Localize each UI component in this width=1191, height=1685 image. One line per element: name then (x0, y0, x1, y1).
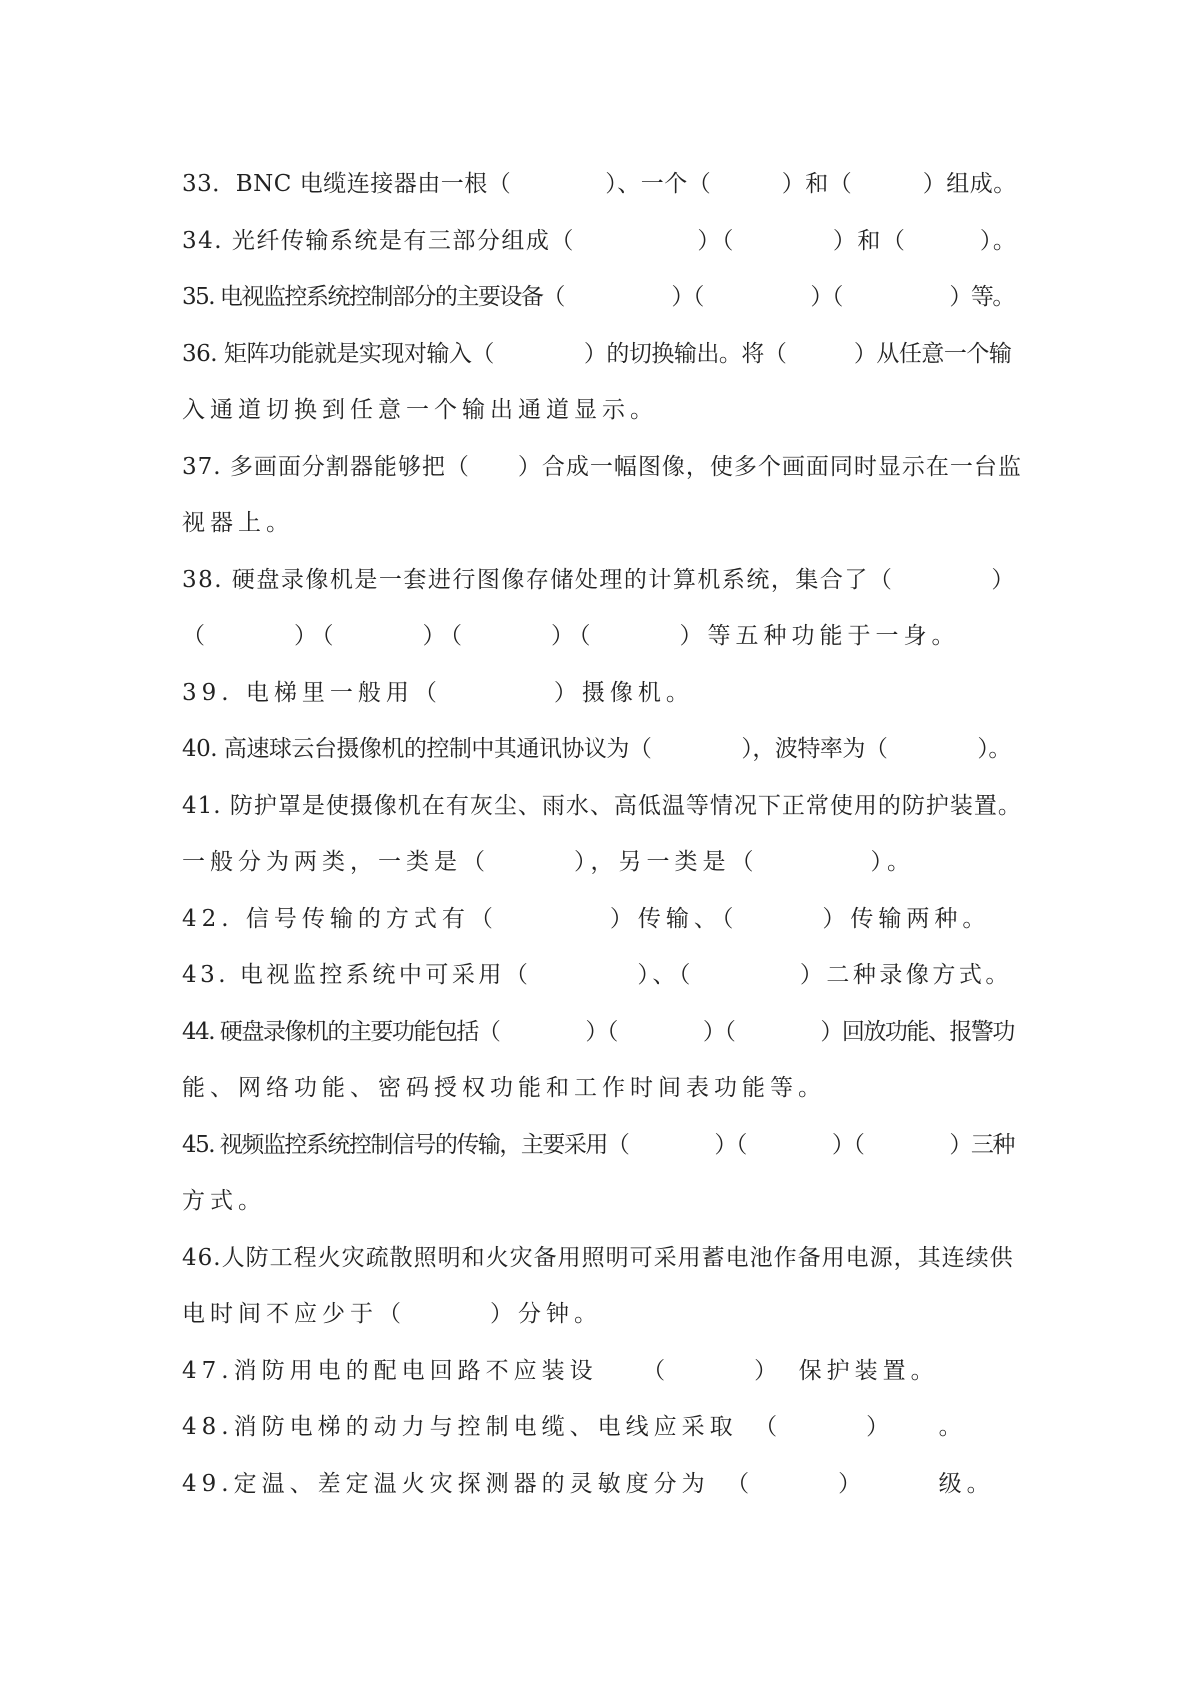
question-41-line-2: 一般分为两类，一类是（ ），另一类是（ ）。 (182, 849, 915, 875)
question-41-line-1: 41. 防护罩是使摄像机在有灰尘、雨水、高低温等情况下正常使用的防护装置。 (182, 792, 1022, 819)
question-47-line-1: 47.消防用电的配电回路不应装设 （ ） 保护装置。 (182, 1357, 939, 1384)
question-35-line-1: 35. 电视监控系统控制部分的主要设备（ ）（ ）（ ）等。 (182, 284, 1014, 310)
question-44-line-1: 44. 硬盘录像机的主要功能包括（ ）（ ）（ ）回放功能、报警功 (182, 1018, 1014, 1045)
question-list (182, 156, 1022, 1512)
question-46-line-2: 电时间不应少于（ ）分钟。 (182, 1301, 602, 1327)
question-38-line-1: 38. 硬盘录像机是一套进行图像存储处理的计算机系统，集合了（ ） (182, 566, 1016, 593)
question-38-line-2: （ ）（ ）（ ）（ ）等五种功能于一身。 (182, 623, 960, 649)
question-36-line-1: 36. 矩阵功能就是实现对输入（ ）的切换输出。将（ ）从任意一个输 (182, 340, 1012, 367)
question-45-line-2: 方式。 (182, 1188, 266, 1214)
question-40-line-1: 40. 高速球云台摄像机的控制中其通讯协议为（ ），波特率为（ ）。 (182, 736, 1011, 762)
question-48-line-1: 48.消防电梯的动力与控制电缆、电线应采取 （ ） 。 (182, 1414, 967, 1440)
question-39-line-1: 39. 电梯里一般用（ ）摄像机。 (182, 679, 694, 706)
question-37-line-1: 37. 多画面分割器能够把（ ）合成一幅图像，使多个画面同时显示在一台监 (182, 453, 1022, 480)
question-42-line-1: 42. 信号传输的方式有（ ）传输、（ ）传输两种。 (182, 905, 991, 932)
question-34-line-1: 34. 光纤传输系统是有三部分组成（ ）（ ）和（ ）。 (182, 227, 1018, 254)
question-49-line-1: 49.定温、差定温火灾探测器的灵敏度分为 （ ） 级。 (182, 1470, 995, 1497)
question-45-line-1: 45. 视频监控系统控制信号的传输，主要采用（ ）（ ）（ ）三种 (182, 1131, 1014, 1158)
question-44-line-2: 能、网络功能、密码授权功能和工作时间表功能等。 (182, 1075, 826, 1101)
question-33-line-1: 33．BNC 电缆连接器由一根（ ）、一个（ ）和（ ）组成。 (182, 171, 1017, 197)
question-37-line-2: 视器上。 (182, 510, 294, 536)
question-36-line-2: 入通道切换到任意一个输出通道显示。 (182, 397, 658, 423)
question-43-line-1: 43. 电视监控系统中可采用（ ）、（ ）二种录像方式。 (182, 962, 1012, 988)
question-46-line-1: 46.人防工程火灾疏散照明和火灾备用照明可采用蓄电池作备用电源，其连续供 (182, 1244, 1014, 1271)
